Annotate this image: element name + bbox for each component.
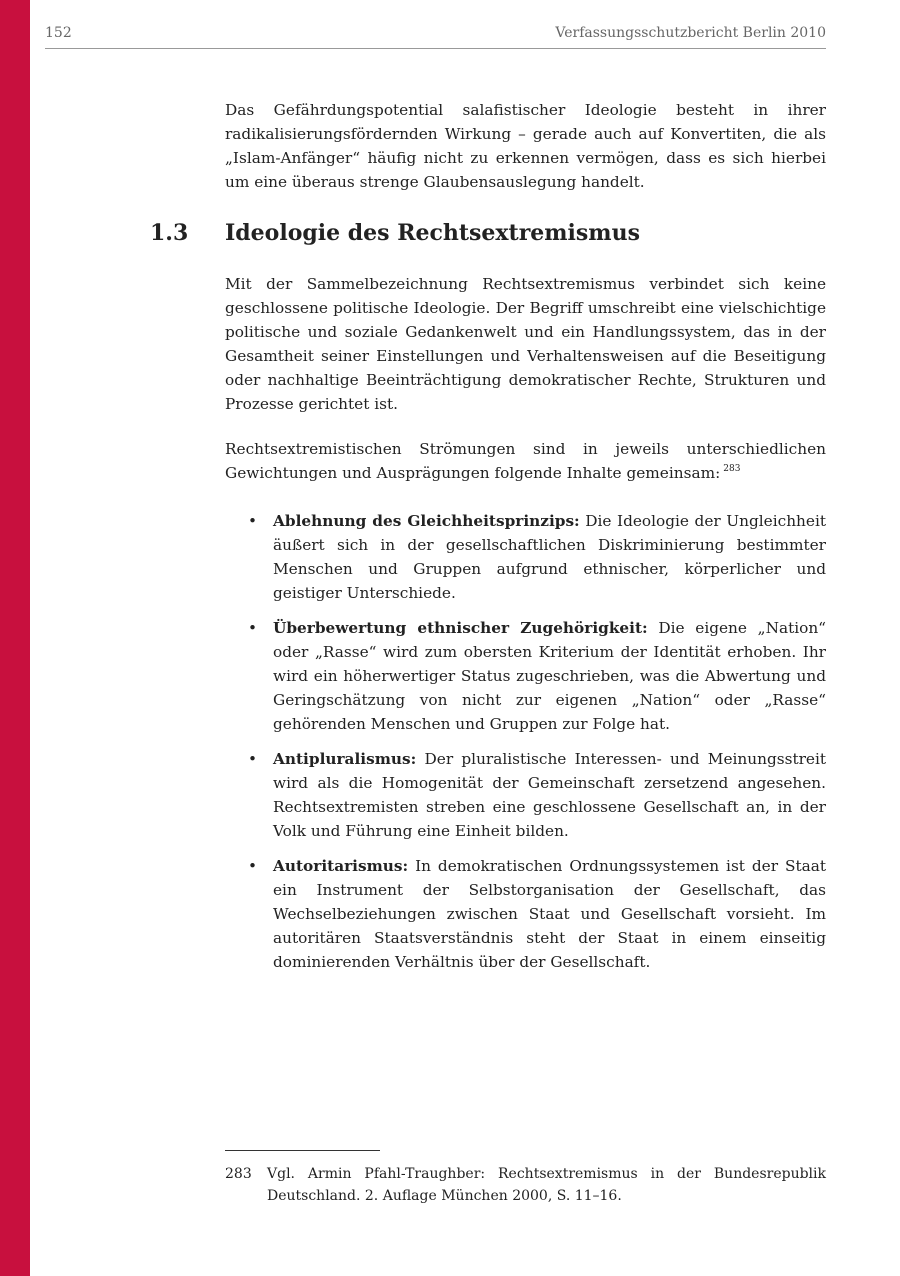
red-margin-bar [0,0,30,1276]
section-heading [150,216,826,252]
list-item [248,854,826,974]
footnote-number: 283 [225,1166,252,1182]
header-divider [45,48,826,49]
bullet-term: Überbewertung ethnischer Zugehörigkeit: [273,619,648,637]
footnote-reference[interactable]: 283 [723,464,741,474]
page-number: 152 [45,25,72,41]
list-item [248,616,826,736]
common-contents-text: Rechtsextremistischen Strömungen sind in jeweils unterschiedlichen Gewichtungen und Ausprägungen folgende Inhalte gemeinsam: [225,440,826,482]
bullet-icon: • [248,750,258,768]
section-title: Ideologie des Rechtsextremismus [225,220,640,246]
bullet-text: Die Ideologie der Ungleichheit äußert sich in der gesellschaftlichen Diskriminierung bestimmter Menschen und Gruppen aufgrund ethnischer, körperlicher und geistiger Unterschiede. [273,512,826,602]
list-item [248,509,826,605]
bullet-text: In demokratischen Ordnungssystemen ist der Staat ein Instrument der Selbstorganisation der Gesellschaft, das Wechselbeziehungen zwischen Staat und Gesellschaft vorsieht. Im autoritären Staatsverständnis steht der Staat in einem einseitig dominierenden Verhältnis über der Gesellschaft. [273,857,826,971]
list-item [248,747,826,843]
footnote [225,1163,826,1207]
section-number: 1.3 [150,220,189,246]
footnote-text: Vgl. Armin Pfahl-Traughber: Rechtsextremismus in der Bundesrepublik Deutschland. 2. Auflage München 2000, S. 11–16. [267,1166,826,1204]
bullet-icon: • [248,619,258,637]
ideology-bullet-list [248,509,826,985]
bullet-term: Ablehnung des Gleichheitsprinzips: [273,512,580,530]
bullet-text: Der pluralistische Interessen- und Meinungsstreit wird als die Homogenität der Gemeinschaft zersetzend angesehen. Rechtsextremisten streben eine geschlossene Gesellschaft an, in der Volk und Führung eine Einheit bilden. [273,750,826,840]
common-contents-paragraph [225,437,826,485]
running-title: Verfassungsschutzbericht Berlin 2010 [555,25,826,41]
page-header [45,25,826,45]
bullet-icon: • [248,512,258,530]
intro-paragraph: Das Gefährdungspotential salafistischer Ideologie besteht in ihrer radikalisierungsfördernden Wirkung – gerade auch auf Konvertiten, die als „Islam-Anfänger“ häufig nicht zu erkennen vermögen, dass es sich hierbei um eine überaus strenge Glaubensauslegung handelt. [225,101,826,191]
bullet-term: Autoritarismus: [273,857,409,875]
bullet-term: Antipluralismus: [273,750,417,768]
footnote-divider [225,1150,380,1151]
bullet-icon: • [248,857,258,875]
bullet-text: Die eigene „Nation“ oder „Rasse“ wird zum obersten Kriterium der Identität erhoben. Ihr wird ein höherwertiger Status zugeschrieben, was die Abwertung und Geringschätzung von nicht zur eigenen „Nation“ oder „Rasse“ gehörenden Menschen und Gruppen zur Folge hat. [273,619,827,733]
definition-paragraph: Mit der Sammelbezeichnung Rechtsextremismus verbindet sich keine geschlossene politische Ideologie. Der Begriff umschreibt eine vielschichtige politische und soziale Gedankenwelt und ein Handlungssystem, das in der Gesamtheit seiner Einstellungen und Verhaltensweisen auf die Beseitigung oder nachhaltige Beeinträchtigung demokratischer Rechte, Strukturen und Prozesse gerichtet ist. [225,275,826,413]
